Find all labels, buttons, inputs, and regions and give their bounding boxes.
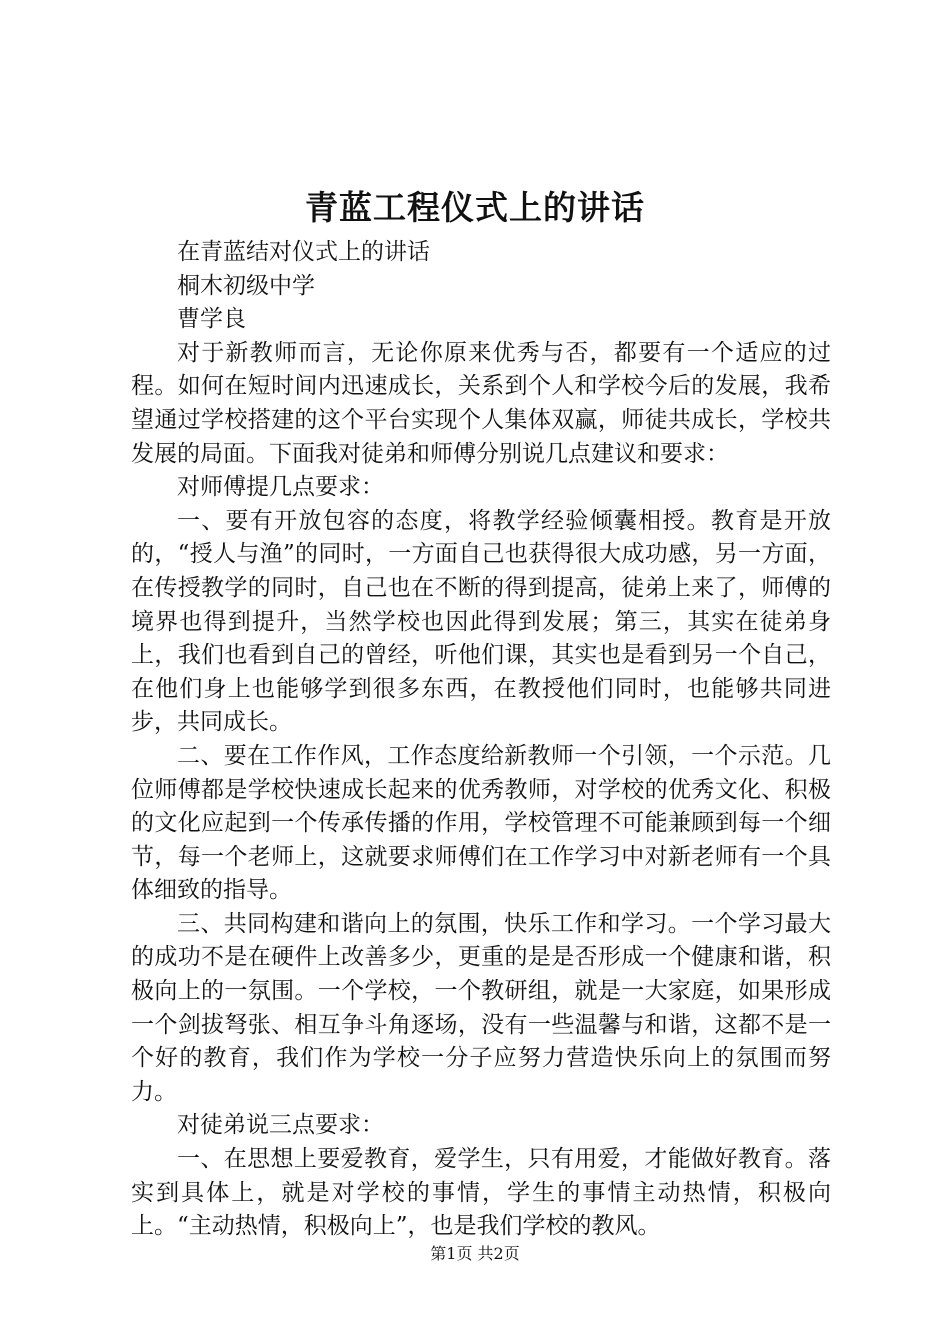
mentor-section-heading: 对师傅提几点要求： [177,474,384,501]
apprentice-point-1: 一、在思想上要爱教育，爱学生，只有用爱，才能做好教育。落实到具体上，就是对学校的事情，学生的事情主动热情，积极向上。“主动热情，积极向上”，也是我们学校的教风。 [131,1146,831,1240]
speech-heading: 在青蓝结对仪式上的讲话 [177,239,430,265]
mentor-point-3: 三、共同构建和谐向上的氛围，快乐工作和学习。一个学习最大的成功不是在硬件上改善多少，更重的是是否形成一个健康和谐，积极向上的一氛围。一个学校，一个教研组，就是一大家庭，如果形成一个剑拔弩张、相互争斗角逐场，没有一些温馨与和谐，这都不是一个好的教育，我们作为学校一分子应努力营造快乐向上的氛围而努力。 [131,910,831,1105]
document-body [131,236,831,1244]
mentor-point-1: 一、要有开放包容的态度，将教学经验倾囊相授。教育是开放的，“授人与渔”的同时，一方面自己也获得很大成功感，另一方面，在传授教学的同时，自己也在不断的得到提高，徒弟上来了，师傅的境界也得到提升，当然学校也因此得到发展；第三，其实在徒弟身上，我们也看到自己的曾经，听他们课，其实也是看到另一个自己，在他们身上也能够学到很多东西，在教授他们同时，也能够共同进步，共同成长。 [131,507,831,736]
apprentice-section-heading: 对徒弟说三点要求： [177,1112,384,1139]
mentor-point-2: 二、要在工作作风，工作态度给新教师一个引领，一个示范。几位师傅都是学校快速成长起来的优秀教师，对学校的优秀文化、积极的文化应起到一个传承传播的作用，学校管理不可能兼顾到每一个细节，每一个老师上，这就要求师傅们在工作学习中对新老师有一个具体细致的指导。 [131,742,831,904]
page-number: 第1页 共2页 [430,1244,520,1263]
speaker-name: 曹学良 [177,306,246,333]
school-name: 桐木初级中学 [177,272,315,299]
document-title: 青蓝工程仪式上的讲话 [305,188,645,227]
intro-paragraph: 对于新教师而言，无论你原来优秀与否，都要有一个适应的过程。如何在短时间内迅速成长，关系到个人和学校今后的发展，我希望通过学校搭建的这个平台实现个人集体双赢，师徒共成长，学校共发展的局面。下面我对徒弟和师傅分别说几点建议和要求： [131,339,831,467]
